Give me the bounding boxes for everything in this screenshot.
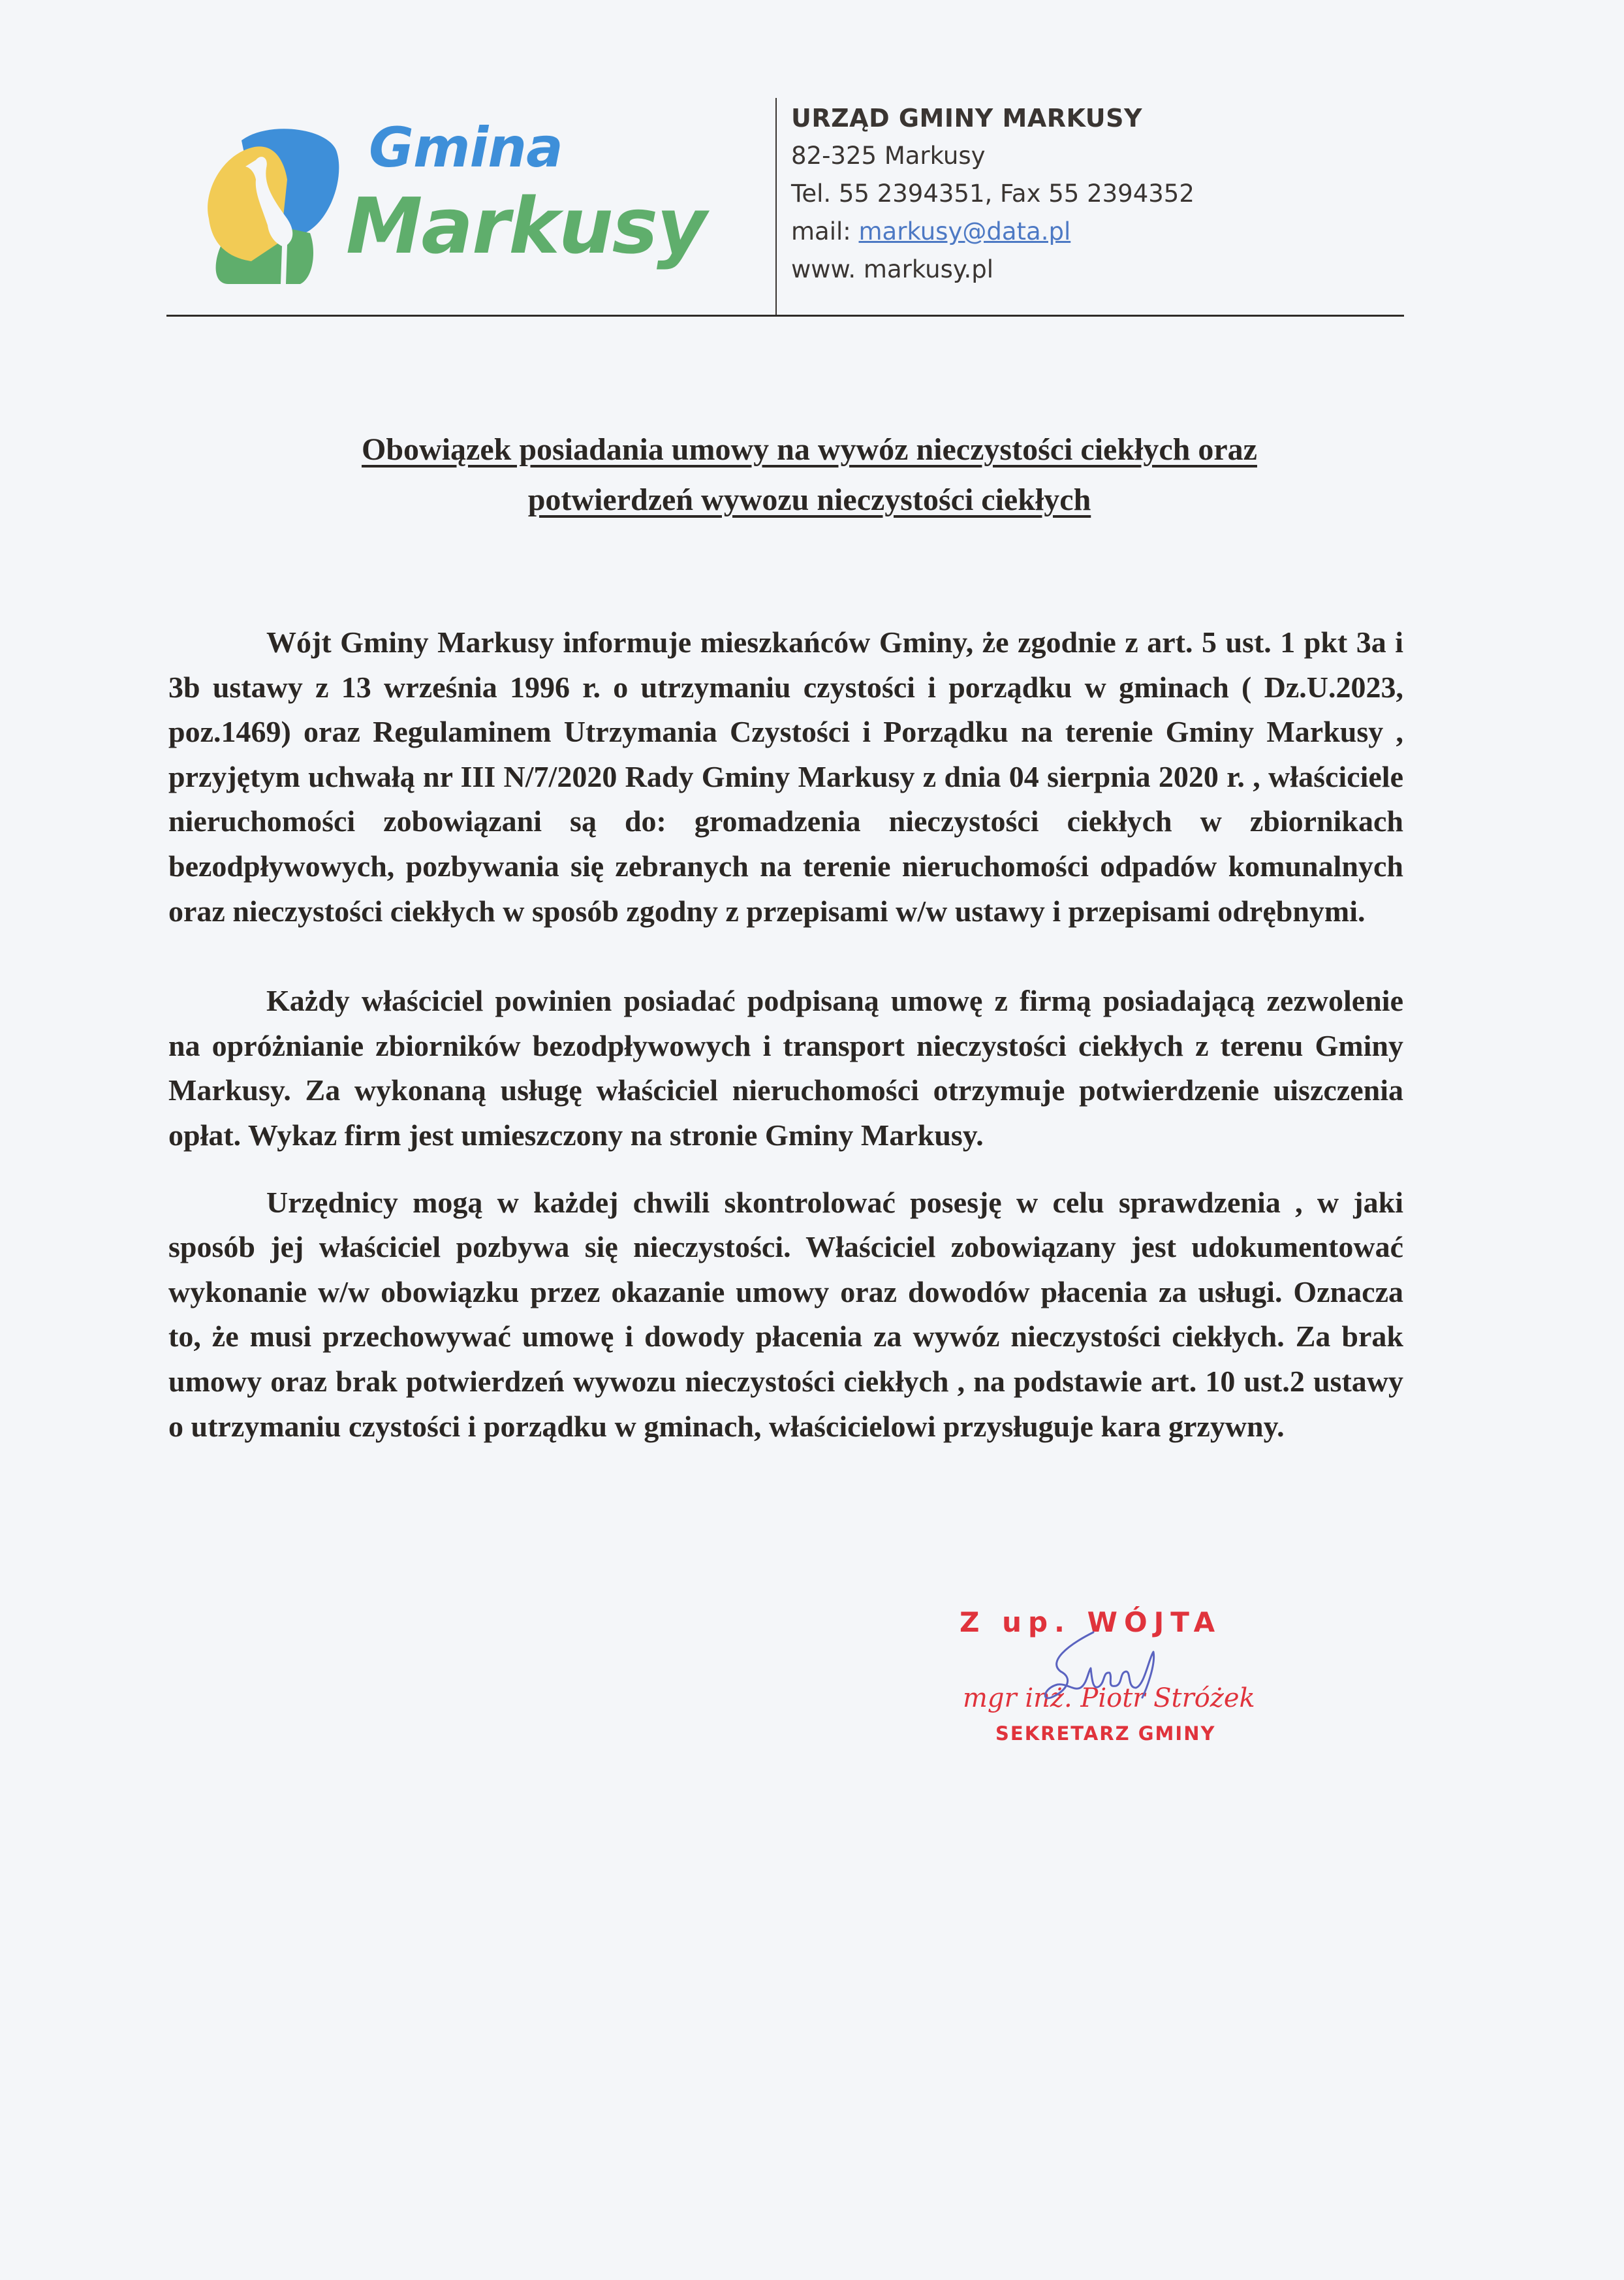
logo-text-gmina: Gmina: [369, 116, 563, 180]
office-address: 82-325 Markusy: [791, 142, 986, 170]
stamp-signer-role: SEKRETARZ GMINY: [995, 1722, 1216, 1745]
mail-label: mail:: [791, 217, 859, 245]
paragraph-2: Każdy właściciel powinien posiadać podpisaną umowę z firmą posiadającą zezwolenie na opróżnianie zbiorników bezodpływowych i transport nieczystości ciekłych z terenu Gminy Markusy. Za wykonaną usługę właściciel nieruchomości otrzymuje potwierdzenie uiszczenia opłat. Wykaz firm jest umieszczony na stronie Gminy Markusy.: [168, 984, 1403, 1152]
paragraph-3: Urzędnicy mogą w każdej chwili skontrolować posesję w celu sprawdzenia , w jaki sposób jej właściciel pozbywa się nieczystości. Właściciel zobowiązany jest udokumentować wykonanie w/w obowiązku przez okazanie umowy oraz dowodów płacenia za usługi. Oznacza to, że musi przechowywać umowę i dowody płacenia za wywóz nieczystości ciekłych. Za brak umowy oraz brak potwierdzeń wywozu nieczystości ciekłych , na podstawie art. 10 ust.2 ustawy o utrzymaniu czystości i porządku w gminach, właścicielowi przysługuje kara grzywny.: [168, 1185, 1403, 1443]
document-body: [168, 620, 1403, 1494]
heron-emblem-icon: [196, 121, 366, 291]
header-vertical-divider: [775, 98, 777, 316]
office-phone-fax: Tel. 55 2394351, Fax 55 2394352: [791, 180, 1195, 208]
stamp-signer-name: mgr inż. Piotr Stróżek: [963, 1683, 1255, 1713]
office-name: URZĄD GMINY MARKUSY: [791, 104, 1143, 133]
contact-block: [791, 99, 1195, 289]
gmina-markusy-logo: [196, 116, 706, 291]
header-rule: [166, 315, 1404, 317]
office-website: www. markusy.pl: [791, 255, 994, 283]
document-title: [157, 424, 1462, 525]
handwritten-signature-icon: [1028, 1626, 1185, 1711]
mail-link[interactable]: markusy@data.pl: [858, 217, 1071, 245]
title-line-2: potwierdzeń wywozu nieczystości ciekłych: [527, 483, 1091, 517]
paragraph-1: Wójt Gminy Markusy informuje mieszkańców Gminy, że zgodnie z art. 5 ust. 1 pkt 3a i 3b ustawy z 13 września 1996 r. o utrzymaniu czystości i porządku w gminach ( Dz.U.2023, poz.1469) oraz Regulaminem Utrzymania Czystości i Porządku na terenie Gminy Markusy , przyjętym uchwałą nr III N/7/2020 Rady Gminy Markusy z dnia 04 sierpnia 2020 r. , właściciele nieruchomości zobowiązani są do: gromadzenia nieczystości ciekłych w zbiornikach bezodpływowych, pozbywania się zebranych na terenie nieruchomości odpadów komunalnych oraz nieczystości ciekłych w sposób zgodny z przepisami w/w ustawy i przepisami odrębnymi.: [168, 625, 1403, 928]
title-line-1: Obowiązek posiadania umowy na wywóz nieczystości ciekłych oraz: [362, 432, 1257, 467]
office-mail-row: [791, 213, 1195, 251]
stamp-authority: Z up. WÓJTA: [960, 1606, 1222, 1638]
logo-text-markusy: Markusy: [346, 181, 706, 271]
